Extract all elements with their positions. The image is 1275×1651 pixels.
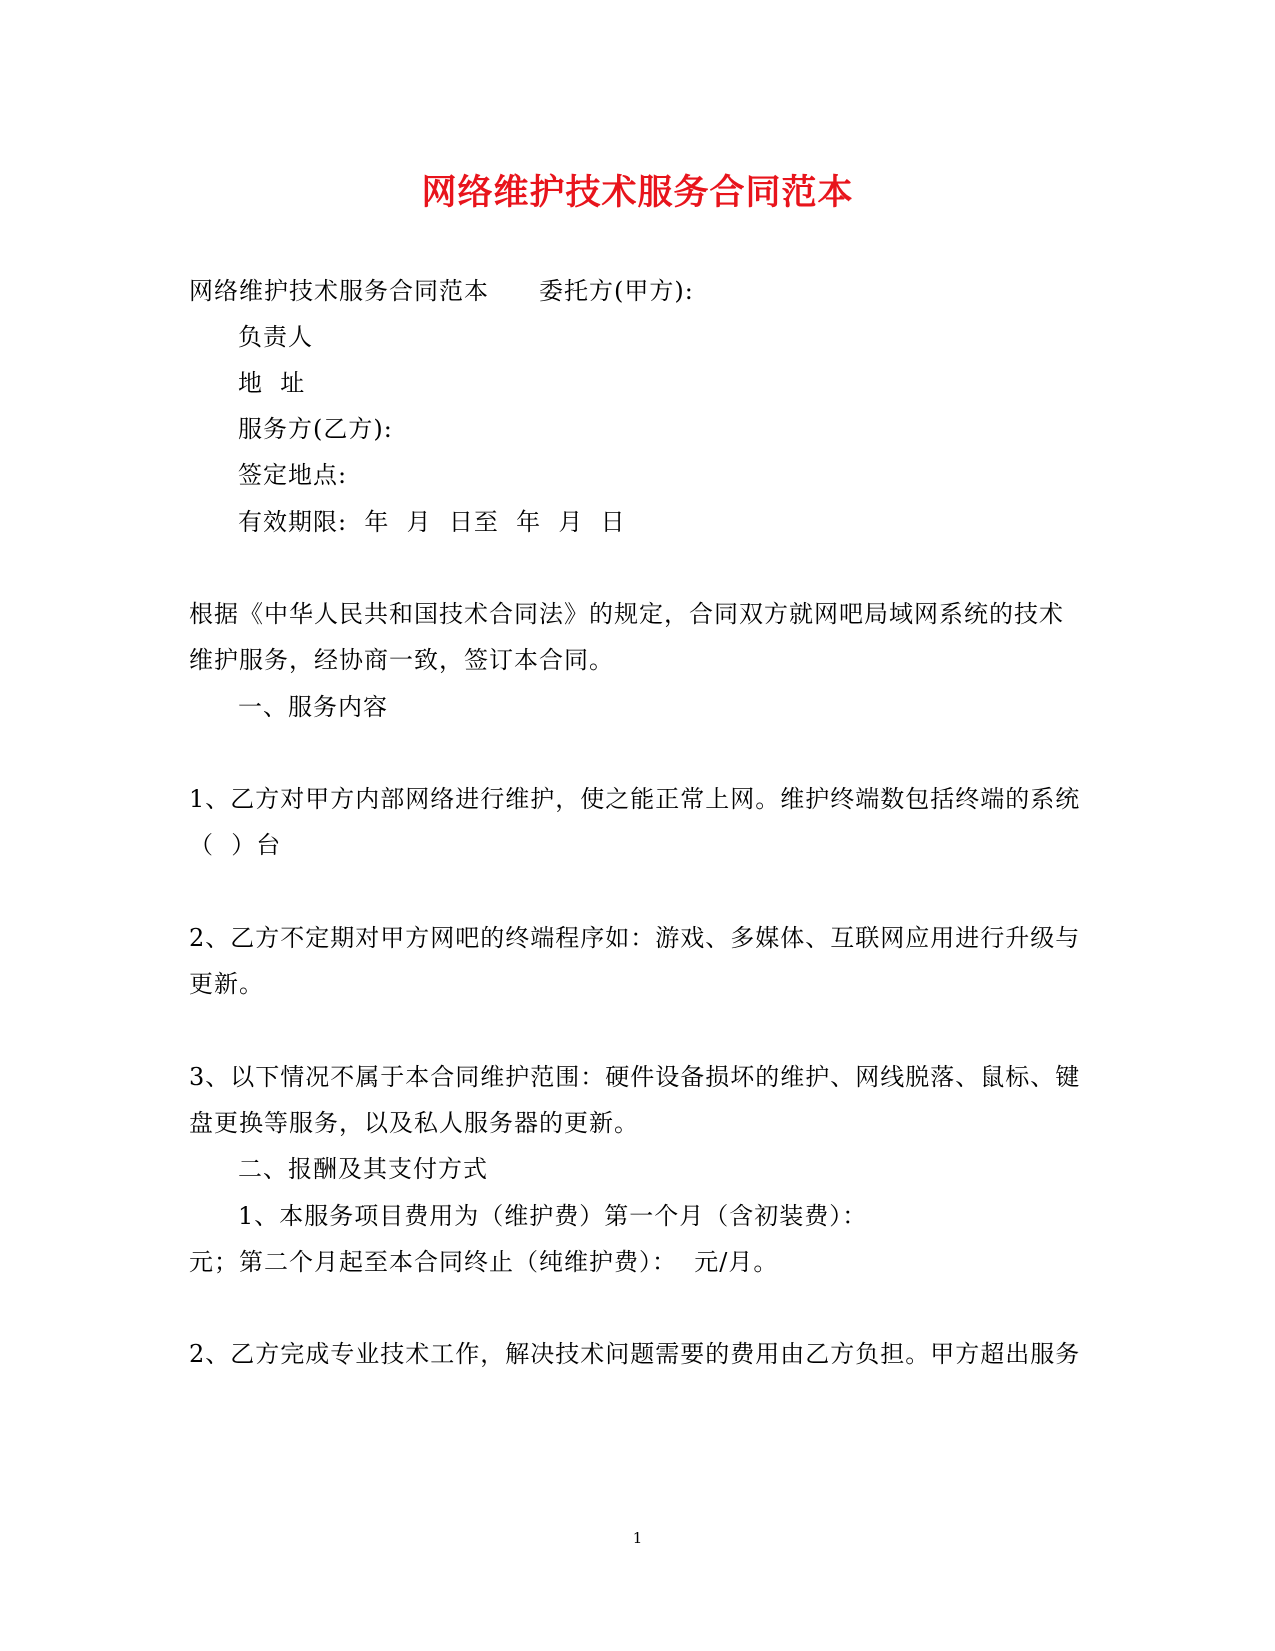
- field-validity: 有效期限: 年 月 日至 年 月 日: [238, 508, 626, 536]
- item-3-line-2: 盘更换等服务，以及私人服务器的更新。: [189, 1109, 639, 1137]
- page-number: 1: [632, 1529, 643, 1547]
- field-address: 地 址: [238, 369, 306, 397]
- document-title: 网络维护技术服务合同范本: [421, 172, 854, 213]
- payment-1-line-1: 1、本服务项目费用为（维护费）第一个月（含初装费）：: [238, 1202, 868, 1230]
- item-3-line-1: 3、以下情况不属于本合同维护范围：硬件设备损坏的维护、网线脱落、鼠标、键: [189, 1063, 1081, 1091]
- section-1-heading: 一、服务内容: [238, 693, 388, 721]
- item-1-line-1: 1、乙方对甲方内部网络进行维护，使之能正常上网。维护终端数包括终端的系统: [189, 785, 1081, 813]
- header-line: 网络维护技术服务合同范本 委托方(甲方):: [189, 277, 694, 305]
- item-1-line-2: （ ）台: [189, 831, 282, 859]
- section-2-heading: 二、报酬及其支付方式: [238, 1155, 488, 1183]
- payment-2-line-1: 2、乙方完成专业技术工作，解决技术问题需要的费用由乙方负担。甲方超出服务: [189, 1340, 1081, 1368]
- item-2-line-1: 2、乙方不定期对甲方网吧的终端程序如：游戏、多媒体、互联网应用进行升级与: [189, 924, 1081, 952]
- payment-1-line-2: 元；第二个月起至本合同终止（纯维护费）： 元/月。: [189, 1248, 779, 1276]
- field-signing-place: 签定地点:: [238, 461, 348, 489]
- preamble-line-1: 根据《中华人民共和国技术合同法》的规定，合同双方就网吧局域网系统的技术: [189, 600, 1064, 628]
- preamble-line-2: 维护服务，经协商一致，签订本合同。: [189, 646, 614, 674]
- item-2-line-2: 更新。: [189, 970, 264, 998]
- field-service-party: 服务方(乙方):: [238, 415, 393, 443]
- field-principal: 负责人: [238, 323, 313, 351]
